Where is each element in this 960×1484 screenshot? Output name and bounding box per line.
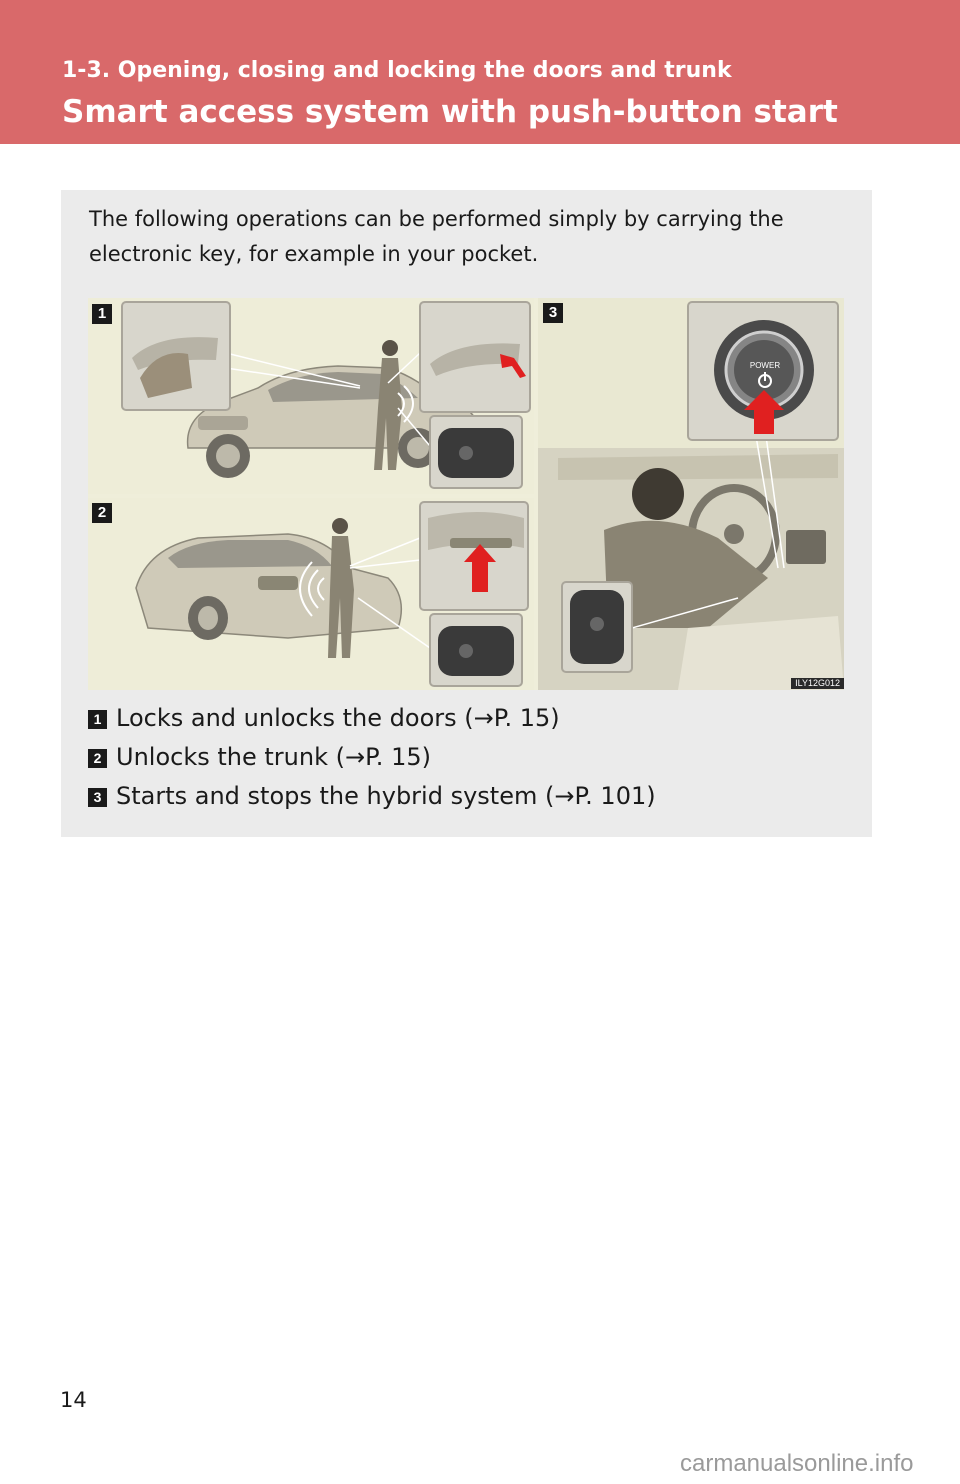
scene-door-unlock [88,298,534,494]
scene-door-unlock-drawing [88,298,534,494]
section-title: 1-3. Opening, closing and locking the doors and trunk [62,58,732,83]
scene-2-label: 2 [92,503,112,523]
list-item-text: Unlocks the trunk (→P. 15) [116,742,431,771]
power-button-label: POWER [749,361,781,370]
list-item [88,698,848,737]
content-panel [61,190,872,837]
list-item-number: 1 [88,710,107,729]
list-item-text: Locks and unlocks the doors (→P. 15) [116,703,560,732]
scene-power-start [538,298,844,690]
watermark-link[interactable]: carmanualsonline.info [680,1450,914,1477]
list-item [88,737,848,776]
scene-power-start-drawing [538,298,844,690]
list-item [88,776,848,815]
page-title: Smart access system with push-button start [62,94,838,130]
list-item-number: 3 [88,788,107,807]
list-item-number: 2 [88,749,107,768]
scene-trunk-unlock [88,498,534,690]
page-number: 14 [60,1388,87,1412]
chapter-header [0,0,960,144]
scene-3-label: 3 [543,303,563,323]
list-item-text: Starts and stops the hybrid system (→P. 101) [116,781,656,810]
figure-code: ILY12G012 [791,678,844,689]
operation-list [88,698,848,815]
scene-1-label: 1 [92,304,112,324]
intro-text: The following operations can be performed simply by carrying the electronic key, for example in your pocket. [89,207,784,266]
scene-trunk-unlock-drawing [88,498,534,690]
illustration [88,298,844,690]
